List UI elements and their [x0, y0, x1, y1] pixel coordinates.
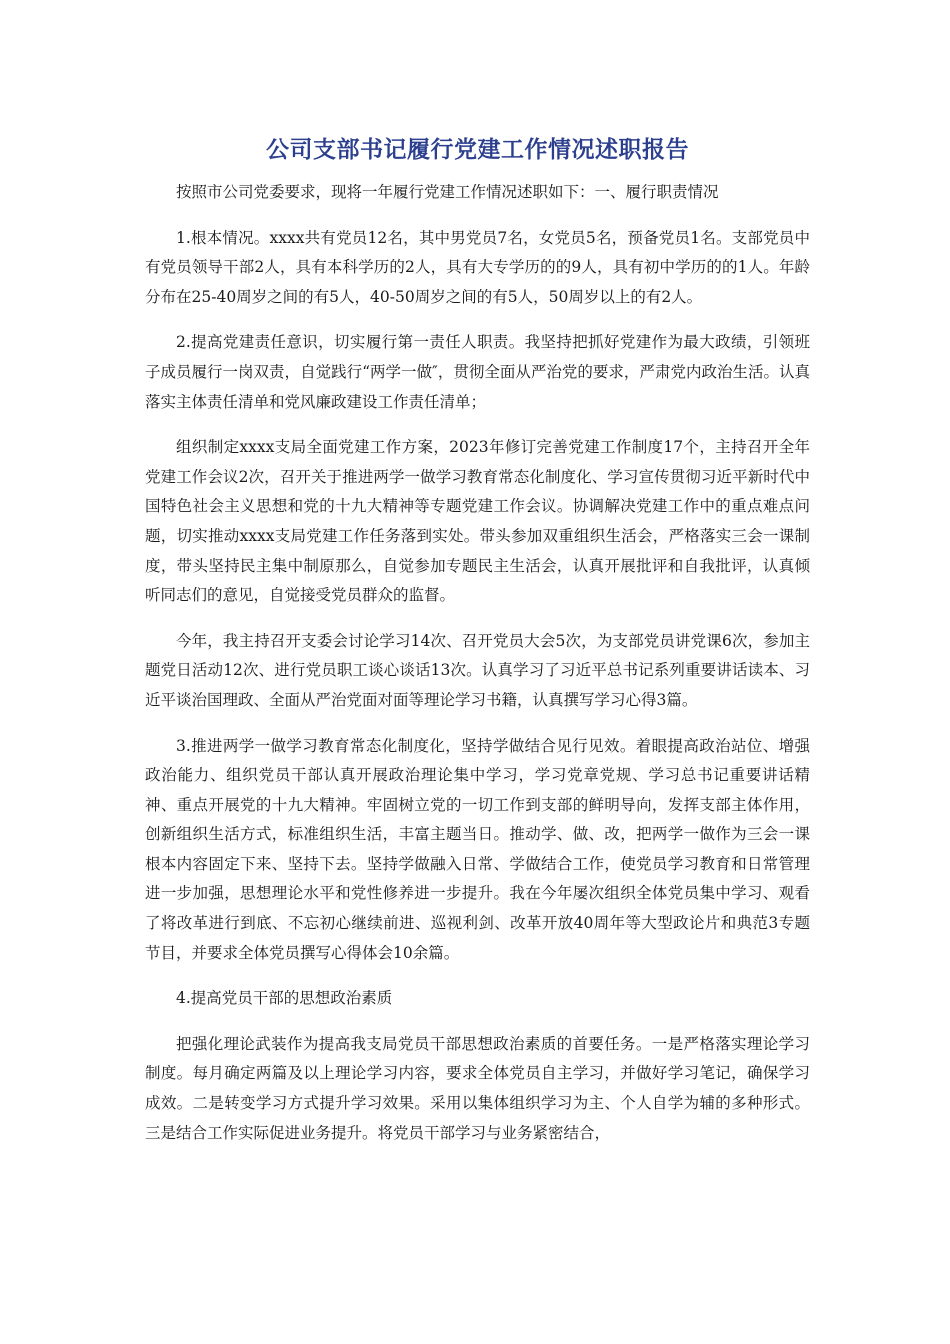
paragraph-this-year: 今年，我主持召开支委会讨论学习14次、召开党员大会5次，为支部党员讲党课6次，参加主题党日活动12次、进行党员职工谈心谈话13次。认真学习了习近平总书记系列重要讲话读本、习近平谈治国理政、全面从严治党面对面等理论学习书籍，认真撰写学习心得3篇。: [145, 631, 810, 709]
paragraph-basic-situation: 1.根本情况。xxxx共有党员12名，其中男党员7名，女党员5名，预备党员1名。支部党员中有党员领导干部2人，具有本科学历的2人，具有大专学历的的9人，具有初中学历的的1人。年龄分布在25-40周岁之间的有5人，40-50周岁之间的有5人，50周岁以上的有2人。: [145, 228, 810, 306]
paragraph-intro: 按照市公司党委要求，现将一年履行党建工作情况述职如下：一、履行职责情况: [176, 183, 719, 201]
paragraph-responsibility: 2.提高党建责任意识，切实履行第一责任人职责。我坚持把抓好党建作为最大政绩，引领班子成员履行一岗双责，自觉践行“两学一做″，贯彻全面从严治党的要求，严肃党内政治生活。认真落实主体责任清单和党风廉政建设工作责任清单；: [145, 333, 810, 411]
document-title: 公司支部书记履行党建工作情况述职报告: [266, 137, 689, 163]
paragraph-heading-political-quality: 4.提高党员干部的思想政治素质: [176, 989, 393, 1008]
paragraph-study-education: 3.推进两学一做学习教育常态化制度化，坚持学做结合见行见效。着眼提高政治站位、增强政治能力、组织党员干部认真开展政治理论集中学习，学习党章党规、学习总书记重要讲话精神、重点开展党的十九大精神。牢固树立党的一切工作到支部的鲜明导向，发挥支部主体作用，创新组织生活方式，标准组织生活，丰富主题当日。推动学、做、改，把两学一做作为三会一课根本内容固定下来、坚持下去。坚持学做融入日常、学做结合工作，使党员学习教育和日常管理进一步加强，思想理论水平和党性修养进一步提升。我在今年屡次组织全体党员集中学习、观看了将改革进行到底、不忘初心继续前进、巡视利剑、改革开放40周年等大型政论片和典范3专题节目，并要求全体党员撰写心得体会10余篇。: [145, 736, 810, 962]
paragraph-theory-armament: 把强化理论武装作为提高我支局党员干部思想政治素质的首要任务。一是严格落实理论学习制度。每月确定两篇及以上理论学习内容，要求全体党员自主学习，并做好学习笔记，确保学习成效。二是转变学习方式提升学习效果。采用以集体组织学习为主、个人自学为辅的多种形式。三是结合工作实际促进业务提升。将党员干部学习与业务紧密结合，: [145, 1034, 810, 1142]
document-page: [145, 128, 810, 1164]
paragraph-work-plan: 组织制定xxxx支局全面党建工作方案，2023年修订完善党建工作制度17个，主持召开全年党建工作会议2次，召开关于推进两学一做学习教育常态化制度化、学习宣传贯彻习近平新时代中国特色社会主义思想和党的十九大精神等专题党建工作会议。协调解决党建工作中的重点难点问题，切实推动xxxx支局党建工作任务落到实处。带头参加双重组织生活会，严格落实三会一课制度，带头坚持民主集中制原那么，自觉参加专题民主生活会，认真开展批评和自我批评，认真倾听同志们的意见，自觉接受党员群众的监督。: [145, 438, 810, 605]
